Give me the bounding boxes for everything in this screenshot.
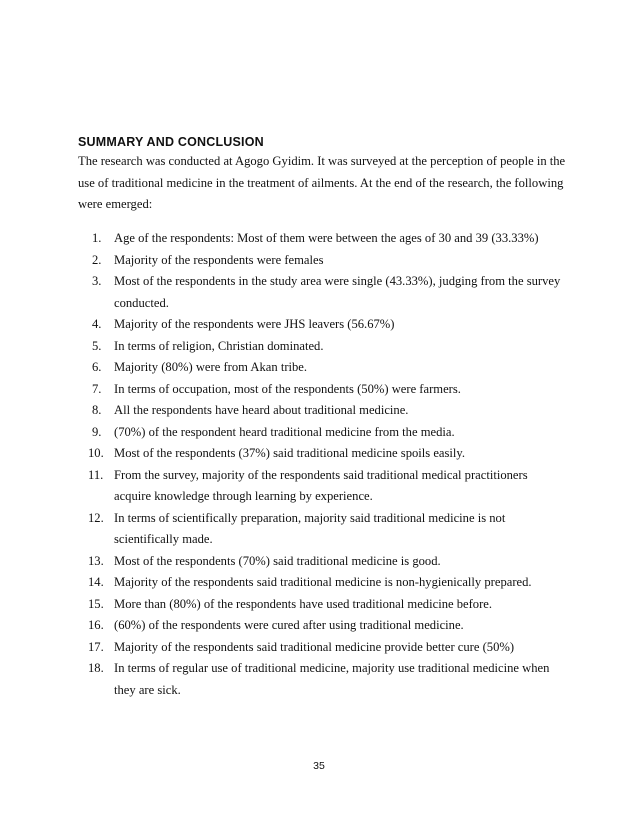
list-item-text: More than (80%) of the respondents have used traditional medicine before. xyxy=(114,596,493,611)
list-item xyxy=(78,637,570,659)
list-item-number: 17. xyxy=(88,639,104,654)
list-item xyxy=(78,250,570,272)
list-item-continuation: conducted. xyxy=(114,295,169,310)
list-item xyxy=(78,336,570,358)
list-item-number: 9. xyxy=(92,424,102,439)
list-item-text: (60%) of the respondents were cured after using traditional medicine. xyxy=(114,618,464,632)
list-item xyxy=(78,508,570,551)
list-item-number: 12. xyxy=(88,510,104,525)
list-item xyxy=(78,594,570,616)
page-number: 35 xyxy=(313,760,325,772)
list-item-continuation: scientifically made. xyxy=(114,532,213,546)
list-item-number: 10. xyxy=(88,446,104,460)
list-item xyxy=(78,379,570,401)
list-item xyxy=(78,443,570,465)
list-item xyxy=(78,422,570,444)
list-item-text: In terms of religion, Christian dominated. xyxy=(114,338,324,353)
list-item-number: 18. xyxy=(88,661,104,675)
intro-line: The research was conducted at Agogo Gyidim. It was surveyed at the perception of people in the xyxy=(78,154,566,168)
list-item-text: Most of the respondents (37%) said traditional medicine spoils easily. xyxy=(114,446,466,460)
list-item-text: Majority of the respondents said traditional medicine provide better cure (50%) xyxy=(114,639,515,654)
list-item-number: 14. xyxy=(88,575,104,589)
list-item-continuation: acquire knowledge through learning by experience. xyxy=(114,489,373,503)
list-item xyxy=(78,271,570,314)
intro-line: use of traditional medicine in the treatment of ailments. At the end of the research, the following xyxy=(78,175,564,190)
list-item-number: 16. xyxy=(88,618,104,632)
list-item-text: From the survey, majority of the respondents said traditional medical practitioners xyxy=(114,467,528,482)
list-item xyxy=(78,572,570,594)
list-item xyxy=(78,465,570,508)
list-item xyxy=(78,400,570,422)
intro-line: were emerged: xyxy=(78,197,153,211)
list-item-text: Most of the respondents in the study area were single (43.33%), judging from the survey xyxy=(114,274,561,288)
list-item xyxy=(78,357,570,379)
list-item-number: 3. xyxy=(92,274,102,288)
list-item-text: In terms of occupation, most of the respondents (50%) were farmers. xyxy=(114,381,461,396)
list-item-number: 4. xyxy=(92,317,102,331)
list-item-number: 7. xyxy=(92,381,102,396)
list-item xyxy=(78,228,570,250)
list-item-text: Majority of the respondents were JHS leavers (56.67%) xyxy=(114,317,395,331)
intro-paragraph xyxy=(78,151,566,216)
list-item xyxy=(78,314,570,336)
list-item-text: In terms of scientifically preparation, majority said traditional medicine is not xyxy=(114,510,506,525)
list-item-number: 2. xyxy=(92,252,102,267)
list-item-number: 8. xyxy=(92,403,102,417)
list-item xyxy=(78,658,570,701)
list-item xyxy=(78,615,570,637)
list-item-continuation: they are sick. xyxy=(114,682,181,697)
list-item-number: 1. xyxy=(92,231,102,245)
list-item-number: 15. xyxy=(88,596,104,611)
list-item-text: (70%) of the respondent heard traditional medicine from the media. xyxy=(114,424,455,439)
list-item-number: 6. xyxy=(92,360,102,374)
list-item-number: 5. xyxy=(92,338,102,353)
list-item-text: Majority of the respondents said traditional medicine is non-hygienically prepared. xyxy=(114,575,532,589)
list-item-text: Majority of the respondents were females xyxy=(114,252,324,267)
list-item-text: All the respondents have heard about traditional medicine. xyxy=(114,403,409,417)
list-item xyxy=(78,551,570,573)
list-item-number: 11. xyxy=(88,467,104,482)
list-item-number: 13. xyxy=(88,553,104,568)
list-item-text: In terms of regular use of traditional medicine, majority use traditional medicine when xyxy=(114,661,550,675)
list-item-text: Most of the respondents (70%) said traditional medicine is good. xyxy=(114,553,441,568)
findings-list xyxy=(78,228,570,701)
list-item-text: Majority (80%) were from Akan tribe. xyxy=(114,360,308,374)
list-item-text: Age of the respondents: Most of them were between the ages of 30 and 39 (33.33%) xyxy=(114,231,539,245)
section-heading: SUMMARY AND CONCLUSION xyxy=(78,135,264,149)
